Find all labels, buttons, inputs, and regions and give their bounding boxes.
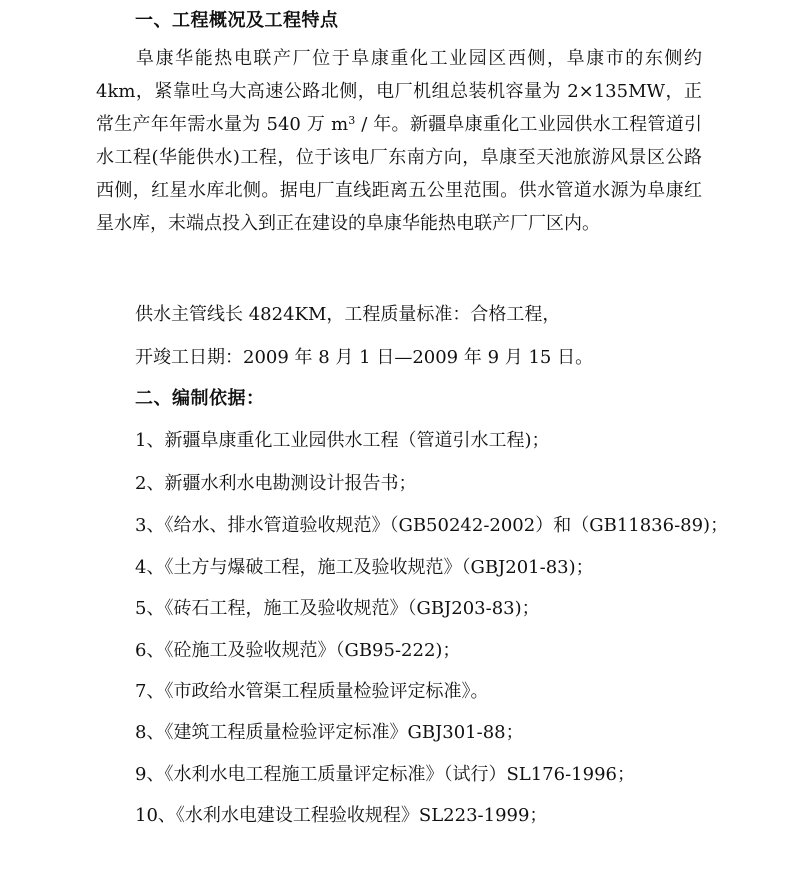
section-2-heading: 二、编制依据： <box>135 388 265 409</box>
overview-text-part-1: 阜康华能热电联产厂位于阜康重化工业园区西侧，阜康市的东侧约4km，紧靠吐乌大高速公路北侧，电厂机组总装机容量为 2×135MW，正常生产年年需水量为 540 万 m <box>96 48 702 135</box>
pipe-length-line: 供水主管线长 4824KM，工程质量标准：合格工程， <box>135 304 561 325</box>
basis-item-8: 8、《建筑工程质量检验评定标准》GBJ301-88； <box>135 722 524 743</box>
basis-item-5: 5、《砖石工程，施工及验收规范》（GBJ203-83)； <box>135 598 540 619</box>
overview-text-part-2: / 年。新疆阜康重化工业园供水工程管道引水工程(华能供水)工程，位于该电厂东南方向，阜康至天池旅游风景区公路西侧，红星水库北侧。据电厂直线距离五公里范围。供水管道水源为阜康红星水库，末端点投入到正在建设的阜康华能热电联产厂厂区内。 <box>96 114 702 234</box>
basis-item-6: 6、《砼施工及验收规范》（GB95-222)； <box>135 640 461 661</box>
cubic-superscript: 3 <box>348 114 356 127</box>
section-1-heading: 一、工程概况及工程特点 <box>135 10 339 31</box>
basis-item-3: 3、《给水、排水管道验收规范》（GB50242-2002）和（GB11836-89)； <box>135 515 729 536</box>
basis-item-4: 4、《土方与爆破工程，施工及验收规范》（GBJ201-83)； <box>135 557 594 578</box>
basis-item-1: 1、新疆阜康重化工业园供水工程（管道引水工程)； <box>135 430 550 451</box>
basis-item-2: 2、新疆水利水电勘测设计报告书； <box>135 473 417 494</box>
basis-item-9: 9、《水利水电工程施工质量评定标准》（试行）SL176-1996； <box>135 764 635 785</box>
basis-item-10: 10、《水利水电建设工程验收规程》SL223-1999； <box>135 805 548 826</box>
project-overview-paragraph <box>96 42 702 240</box>
schedule-dates-line: 开竣工日期：2009 年 8 月 1 日—2009 年 9 月 15 日。 <box>135 347 594 368</box>
basis-item-7: 7、《市政给水管渠工程质量检验评定标准》。 <box>135 681 489 702</box>
